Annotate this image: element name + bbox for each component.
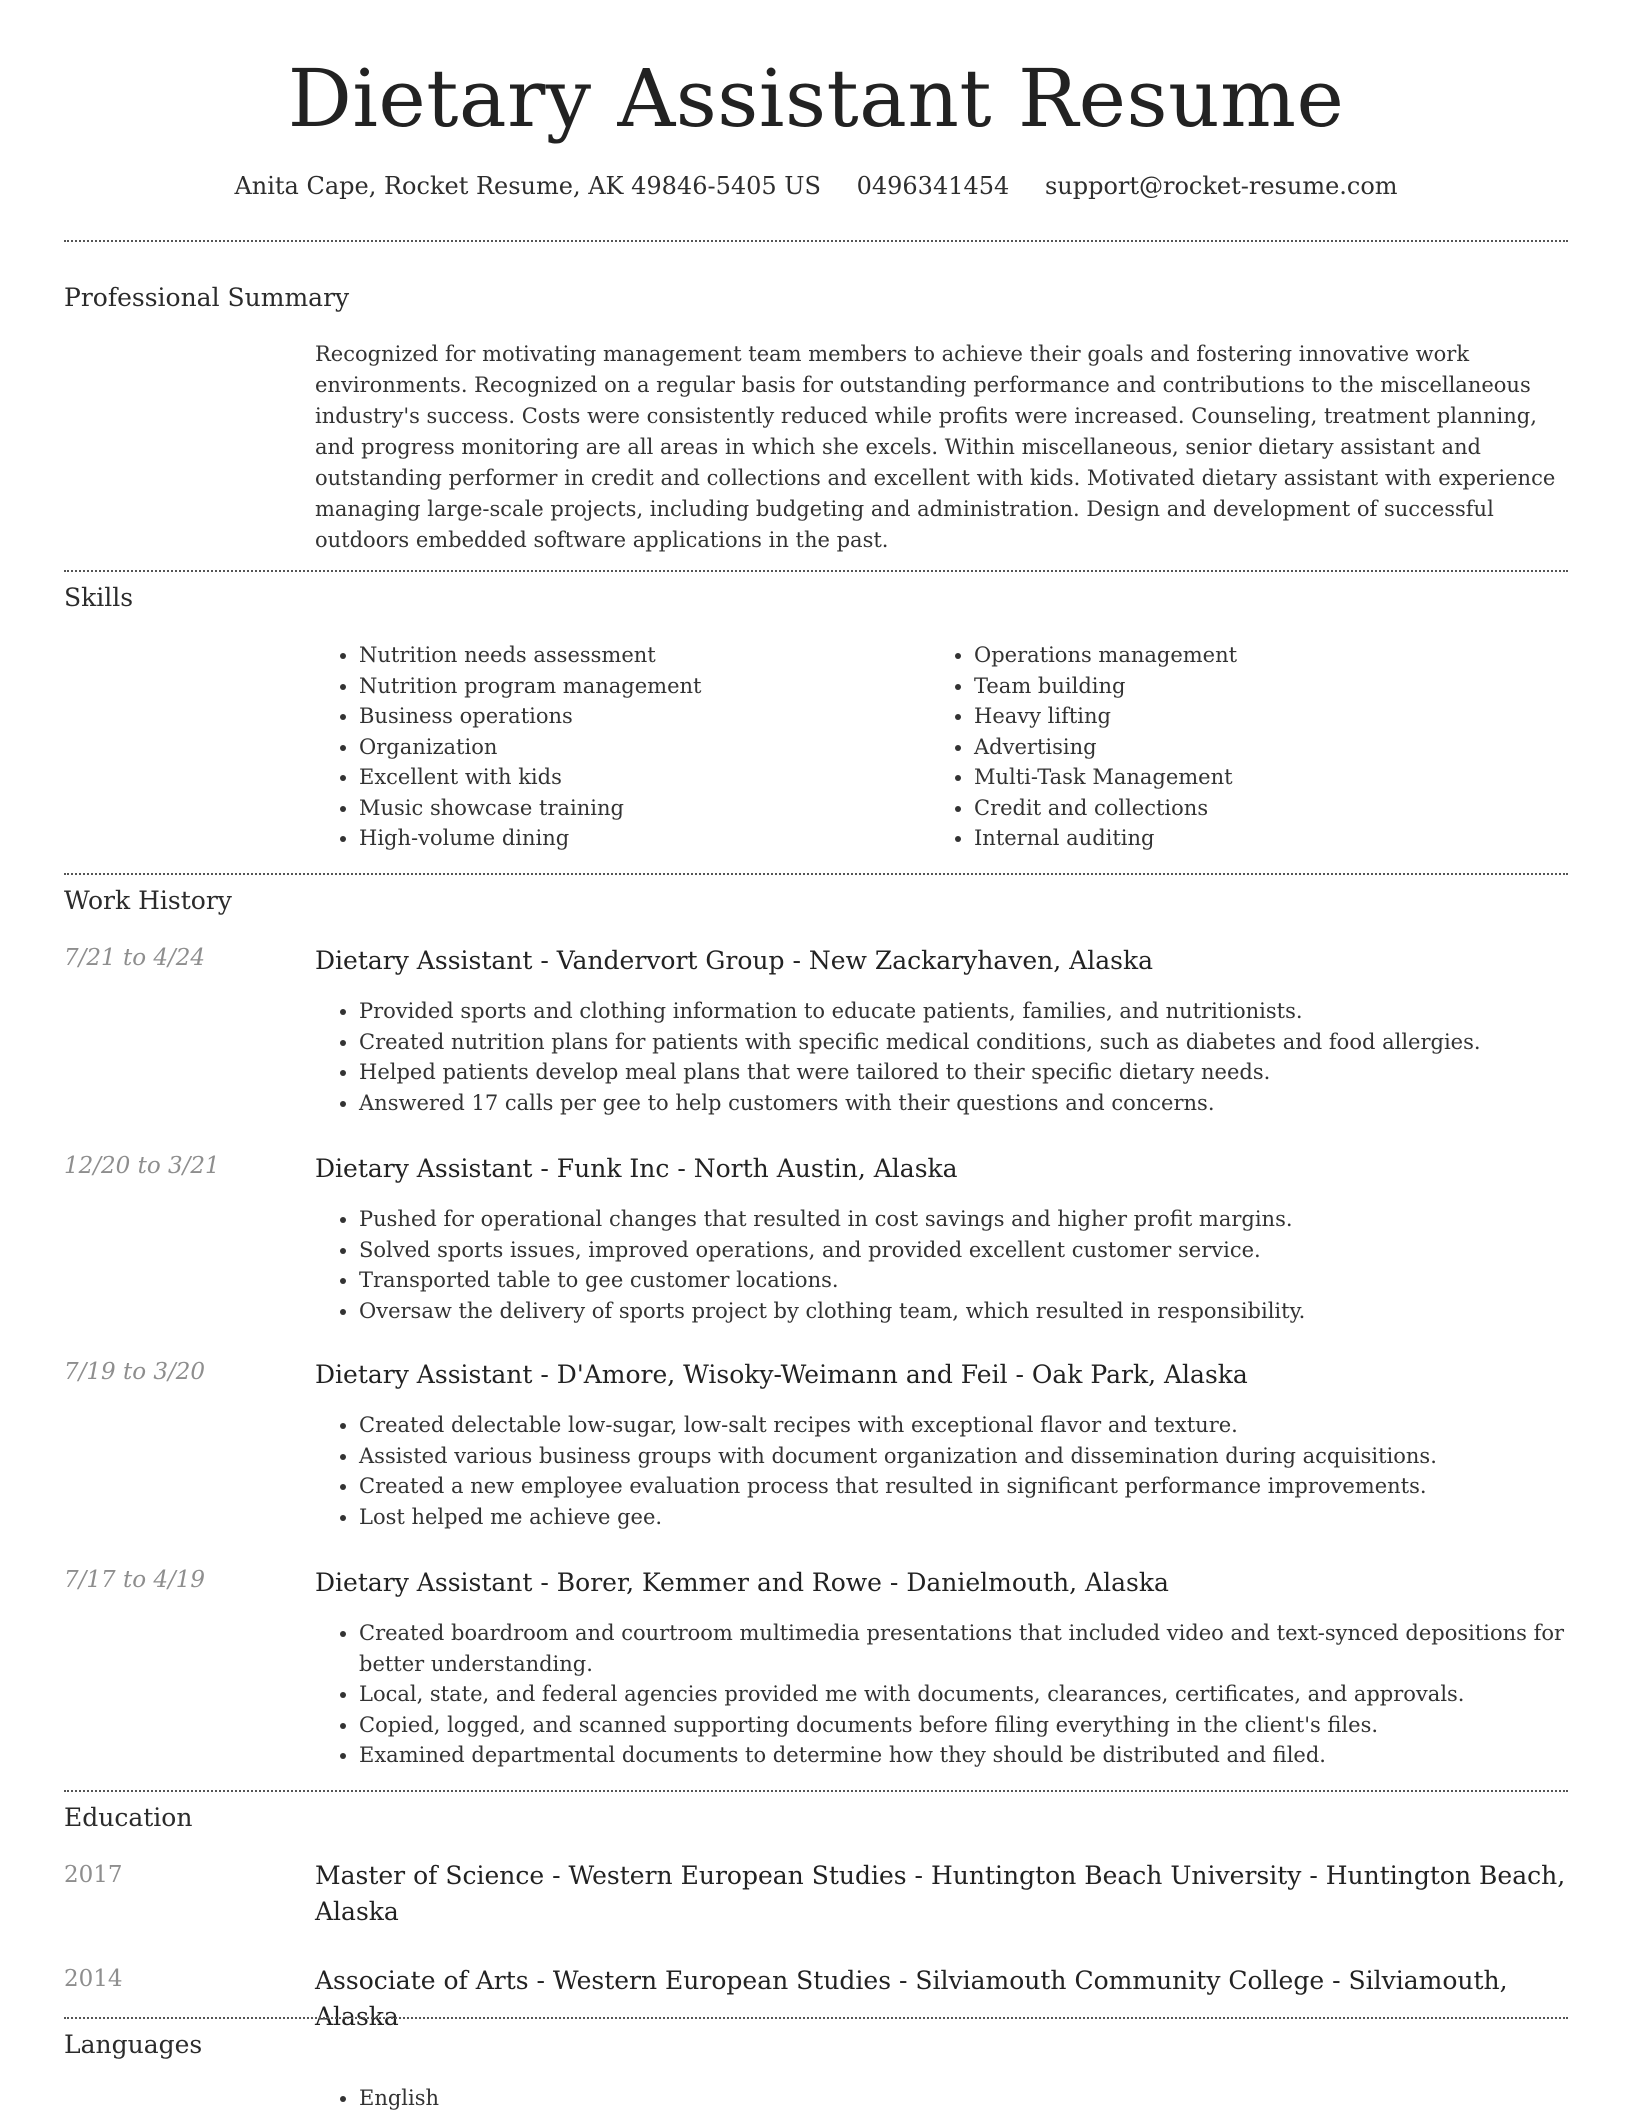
skills-column-left bbox=[315, 640, 915, 854]
contact-line bbox=[64, 172, 1568, 200]
skill-item: • Credit and collections bbox=[974, 793, 1530, 824]
section-heading-languages: Languages bbox=[64, 2030, 203, 2059]
job-duty: • Local, state, and federal agencies provided me with documents, clearances, certificates, and approvals. bbox=[359, 1679, 1568, 1710]
skill-item: • Multi-Task Management bbox=[974, 762, 1530, 793]
skill-item: • Operations management bbox=[974, 640, 1530, 671]
job-duty: • Helped patients develop meal plans that were tailored to their specific dietary needs. bbox=[359, 1057, 1568, 1088]
divider bbox=[64, 240, 1568, 242]
skill-item: • Excellent with kids bbox=[359, 762, 915, 793]
resume-title: Dietary Assistant Resume bbox=[287, 52, 1345, 145]
skill-item: • Organization bbox=[359, 732, 915, 763]
job-duty: • Created boardroom and courtroom multimedia presentations that included video and text-synced depositions for better understanding. bbox=[359, 1618, 1568, 1679]
language-item: • English bbox=[359, 2083, 1568, 2114]
job-dates: 7/21 to 4/24 bbox=[64, 945, 206, 971]
job-duty: • Pushed for operational changes that resulted in cost savings and higher profit margins. bbox=[359, 1204, 1568, 1235]
section-heading-summary: Professional Summary bbox=[64, 283, 350, 312]
job-dates: 7/19 to 3/20 bbox=[64, 1359, 206, 1385]
skill-item: • Business operations bbox=[359, 701, 915, 732]
section-heading-education: Education bbox=[64, 1803, 193, 1832]
job-duty: • Copied, logged, and scanned supporting documents before filing everything in the client's files. bbox=[359, 1710, 1568, 1741]
skill-item: • Advertising bbox=[974, 732, 1530, 763]
job-title: Dietary Assistant - Vandervort Group - New Zackaryhaven, Alaska bbox=[315, 946, 1154, 975]
job-duty: • Lost helped me achieve gee. bbox=[359, 1502, 1568, 1533]
job-dates: 7/17 to 4/19 bbox=[64, 1567, 206, 1593]
skills-column-right bbox=[930, 640, 1530, 854]
job-duty: • Solved sports issues, improved operations, and provided excellent customer service. bbox=[359, 1235, 1568, 1266]
skill-item: • High-volume dining bbox=[359, 823, 915, 854]
education-entry: Associate of Arts - Western European Studies - Silviamouth Community College - Silviamouth, Alaska bbox=[315, 1966, 1508, 2031]
job-duty: • Examined departmental documents to determine how they should be distributed and filed. bbox=[359, 1740, 1568, 1771]
job-duty: • Oversaw the delivery of sports project by clothing team, which resulted in responsibility. bbox=[359, 1296, 1568, 1327]
contact-email: support@rocket-resume.com bbox=[1044, 172, 1398, 200]
skill-item: • Internal auditing bbox=[974, 823, 1530, 854]
divider bbox=[64, 873, 1568, 875]
skill-item: • Nutrition program management bbox=[359, 671, 915, 702]
job-duties bbox=[315, 1204, 1568, 1326]
job-duty: • Provided sports and clothing information to educate patients, families, and nutritionists. bbox=[359, 996, 1568, 1027]
job-duty: • Transported table to gee customer locations. bbox=[359, 1265, 1568, 1296]
contact-phone: 0496341454 bbox=[856, 172, 1010, 200]
summary-text: Recognized for motivating management team members to achieve their goals and fostering innovative work environments. Recognized on a regular basis for outstanding performance and contributions to the miscellaneous industry's success. Costs were consistently reduced while profits were increased. Counseling, treatment planning, and progress monitoring are all areas in which she excels. Within miscellaneous, senior dietary assistant and outstanding performer in credit and collections and excellent with kids. Motivated dietary assistant with experience managing large-scale projects, including budgeting and administration. Design and development of successful outdoors embedded software applications in the past. bbox=[315, 342, 1556, 552]
divider bbox=[64, 1790, 1568, 1792]
job-duties bbox=[315, 1618, 1568, 1771]
education-entry: Master of Science - Western European Studies - Huntington Beach University - Huntington Beach, Alaska bbox=[315, 1861, 1566, 1926]
skill-item: • Heavy lifting bbox=[974, 701, 1530, 732]
education-year: 2017 bbox=[64, 1862, 123, 1888]
job-dates: 12/20 to 3/21 bbox=[64, 1153, 220, 1179]
divider bbox=[64, 2017, 1568, 2019]
job-title: Dietary Assistant - Borer, Kemmer and Rowe - Danielmouth, Alaska bbox=[315, 1568, 1169, 1597]
job-duty: • Created a new employee evaluation process that resulted in significant performance improvements. bbox=[359, 1471, 1568, 1502]
job-duties bbox=[315, 1410, 1568, 1532]
skill-item: • Music showcase training bbox=[359, 793, 915, 824]
divider bbox=[64, 570, 1568, 572]
job-duty: • Created nutrition plans for patients with specific medical conditions, such as diabetes and food allergies. bbox=[359, 1027, 1568, 1058]
job-duty: • Assisted various business groups with document organization and dissemination during acquisitions. bbox=[359, 1441, 1568, 1472]
section-heading-skills: Skills bbox=[64, 583, 134, 612]
job-title: Dietary Assistant - D'Amore, Wisoky-Weimann and Feil - Oak Park, Alaska bbox=[315, 1360, 1248, 1389]
skill-item: • Nutrition needs assessment bbox=[359, 640, 915, 671]
contact-address: Anita Cape, Rocket Resume, AK 49846-5405 US bbox=[234, 172, 821, 200]
languages-list bbox=[315, 2083, 1568, 2114]
job-duty: • Answered 17 calls per gee to help customers with their questions and concerns. bbox=[359, 1088, 1568, 1119]
skill-item: • Team building bbox=[974, 671, 1530, 702]
education-year: 2014 bbox=[64, 1966, 123, 1992]
job-duty: • Created delectable low-sugar, low-salt recipes with exceptional flavor and texture. bbox=[359, 1410, 1568, 1441]
job-title: Dietary Assistant - Funk Inc - North Austin, Alaska bbox=[315, 1154, 958, 1183]
section-heading-work: Work History bbox=[64, 886, 232, 915]
job-duties bbox=[315, 996, 1568, 1118]
